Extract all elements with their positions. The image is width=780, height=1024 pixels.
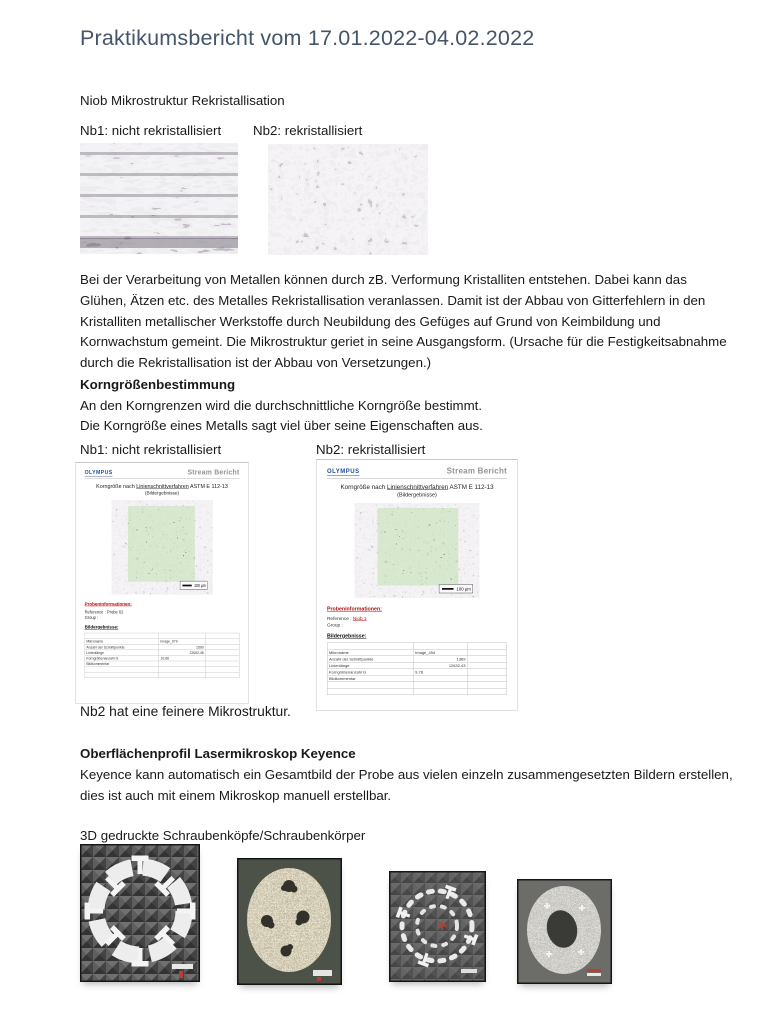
report-results-table <box>85 633 240 678</box>
report-info-heading: Probeninformationen: <box>327 606 382 612</box>
scale-bar <box>180 581 207 589</box>
table-cell: 1590 <box>159 644 205 650</box>
label-nb2-mid: Nb2: rekristallisiert <box>316 442 426 457</box>
table-row <box>85 672 239 678</box>
screw-head-4-drawing <box>517 879 612 984</box>
micrograph-nb2-texture <box>268 144 428 255</box>
table-cell: Image_454 <box>413 649 467 656</box>
table-cell: Bildkommentar <box>327 675 413 682</box>
report-micrograph-texture <box>111 500 212 595</box>
report-header <box>85 469 240 479</box>
label-nb1-mid: Nb1: nicht rekristallisiert <box>80 442 222 457</box>
table-cell: 9,78 <box>413 669 467 676</box>
conclusion-text: Nb2 hat eine feinere Mikrostruktur. <box>80 704 291 719</box>
screw-head-image-1 <box>80 844 200 982</box>
report-group: Group : <box>327 622 343 628</box>
stream-bericht-label: Stream Bericht <box>446 467 507 476</box>
micrograph-nb1-image <box>80 143 238 254</box>
table-cell: Bildkommentar <box>85 661 159 667</box>
screw-head-image-3 <box>389 871 486 982</box>
section2-line1: An den Korngrenzen wird die durchschnittliche Korngröße bestimmt. <box>80 398 483 413</box>
section3-heading: Oberflächenprofil Lasermikroskop Keyence <box>80 746 356 761</box>
section2-line2: Die Korngröße eines Metalls sagt viel über seine Eigenschaften aus. <box>80 418 483 433</box>
report-results-heading: Bildergebnisse: <box>84 624 119 630</box>
report-micrograph-nb1 <box>111 500 212 595</box>
report-subtitle: (Bildergebnisse) <box>144 490 180 496</box>
svg-text:100 µm: 100 µm <box>193 582 206 589</box>
table-cell: 12632,43 <box>413 662 467 669</box>
report-micrograph-nb2 <box>355 503 480 598</box>
report-info-heading: Probeninformationen: <box>84 601 132 607</box>
section1-heading: Niob Mikrostruktur Rekristallisation <box>80 93 285 108</box>
micrograph-nb2-image <box>268 144 428 255</box>
section3-paragraph: Keyence kann automatisch ein Gesamtbild der Probe aus vielen einzeln zusammengesetzten Bildern erstellen, dies ist auch mit einem Mikroskop manuell erstellbar. <box>80 767 733 803</box>
report-reference <box>85 610 240 615</box>
section1-paragraph: Bei der Verarbeitung von Metallen können durch zB. Verformung Kristalliten entstehen. Dabei kann das Glühen, Ätzen etc. des Metalles Rekristallisation veranlassen. Damit ist der Abbau von Gitterfehlern in den Kristalliten metallischer Werkstoffe durch Neubildung des Gefüges auf Grund von Keimbildung und Kornwachstum gemeint. Die Mikrostruktur geriet in seine Ausgangsform. (Ursache für die Festigkeitsabnahme durch die Rekristallisation ist der Abbau von Versetzungen.) <box>80 272 727 371</box>
report-title-link: Linienschnittverfahren <box>387 483 449 491</box>
screw-head-2-drawing <box>237 858 342 985</box>
olympus-logo: OLYMPUS <box>84 469 113 476</box>
section2-heading: Korngrößenbestimmung <box>80 377 236 392</box>
scale-bar <box>461 969 477 973</box>
report-title-post: ASTM E 112-13 <box>188 483 228 490</box>
screw-head-image-4 <box>517 879 612 984</box>
table-cell: Korngrößenanzahl G <box>85 655 159 661</box>
screw-head-3-drawing <box>389 871 486 982</box>
scale-bar <box>439 585 473 594</box>
table-row <box>327 688 507 695</box>
table-cell: Linienlänge <box>85 650 159 656</box>
reference-label: Reference : <box>327 616 352 622</box>
screw-caption: 3D gedruckte Schraubenköpfe/Schraubenkörper <box>80 828 366 843</box>
label-nb1-top: Nb1: nicht rekristallisiert <box>80 123 222 138</box>
report-results-table <box>327 643 507 696</box>
report-title-post: ASTM E 112-13 <box>448 483 494 491</box>
report-micrograph-texture <box>355 503 480 598</box>
table-cell: 12652,45 <box>159 650 205 656</box>
svg-text:100 µm: 100 µm <box>456 586 471 592</box>
table-cell: Korngrößenanzahl G <box>327 669 413 676</box>
stream-bericht-label: Stream Bericht <box>187 469 240 477</box>
report-group: Group : <box>84 615 99 621</box>
screw-head-1-drawing <box>80 844 200 982</box>
olympus-report-nb2 <box>316 459 518 711</box>
table-cell: Mikroname <box>85 639 159 645</box>
page-title: Praktikumsbericht vom 17.01.2022-04.02.2022 <box>80 26 535 50</box>
report-subtitle: (Bildergebnisse) <box>397 492 437 498</box>
table-cell: 1369 <box>413 656 467 663</box>
table-cell: 10,66 <box>159 655 205 661</box>
report-header <box>327 467 507 479</box>
table-cell: Anzahl der Schnittpunkte <box>85 644 159 650</box>
olympus-report-nb1 <box>75 462 249 704</box>
table-cell: Mikroname <box>327 649 413 656</box>
report-title <box>327 484 507 491</box>
micrograph-nb1-texture <box>80 143 238 254</box>
report-title-pre: Korngröße nach <box>340 483 387 491</box>
report-title-link: Linienschnittverfahren <box>136 483 189 490</box>
screw-head-image-2 <box>237 858 342 985</box>
table-cell: Anzahl der Schnittpunkte <box>327 656 413 663</box>
report-results-heading: Bildergebnisse: <box>327 633 367 639</box>
table-cell: Image_079 <box>159 639 205 645</box>
reference-label: Reference : <box>84 610 106 615</box>
reference-value: Probe 02 <box>106 610 124 615</box>
table-cell: Linienlänge <box>327 662 413 669</box>
report-title-pre: Korngröße nach <box>96 483 137 490</box>
reference-value: Niob 1 <box>352 616 367 622</box>
label-nb2-top: Nb2: rekristallisiert <box>253 123 363 138</box>
report-reference <box>327 616 507 622</box>
olympus-logo: OLYMPUS <box>327 467 360 475</box>
report-title <box>85 483 240 489</box>
